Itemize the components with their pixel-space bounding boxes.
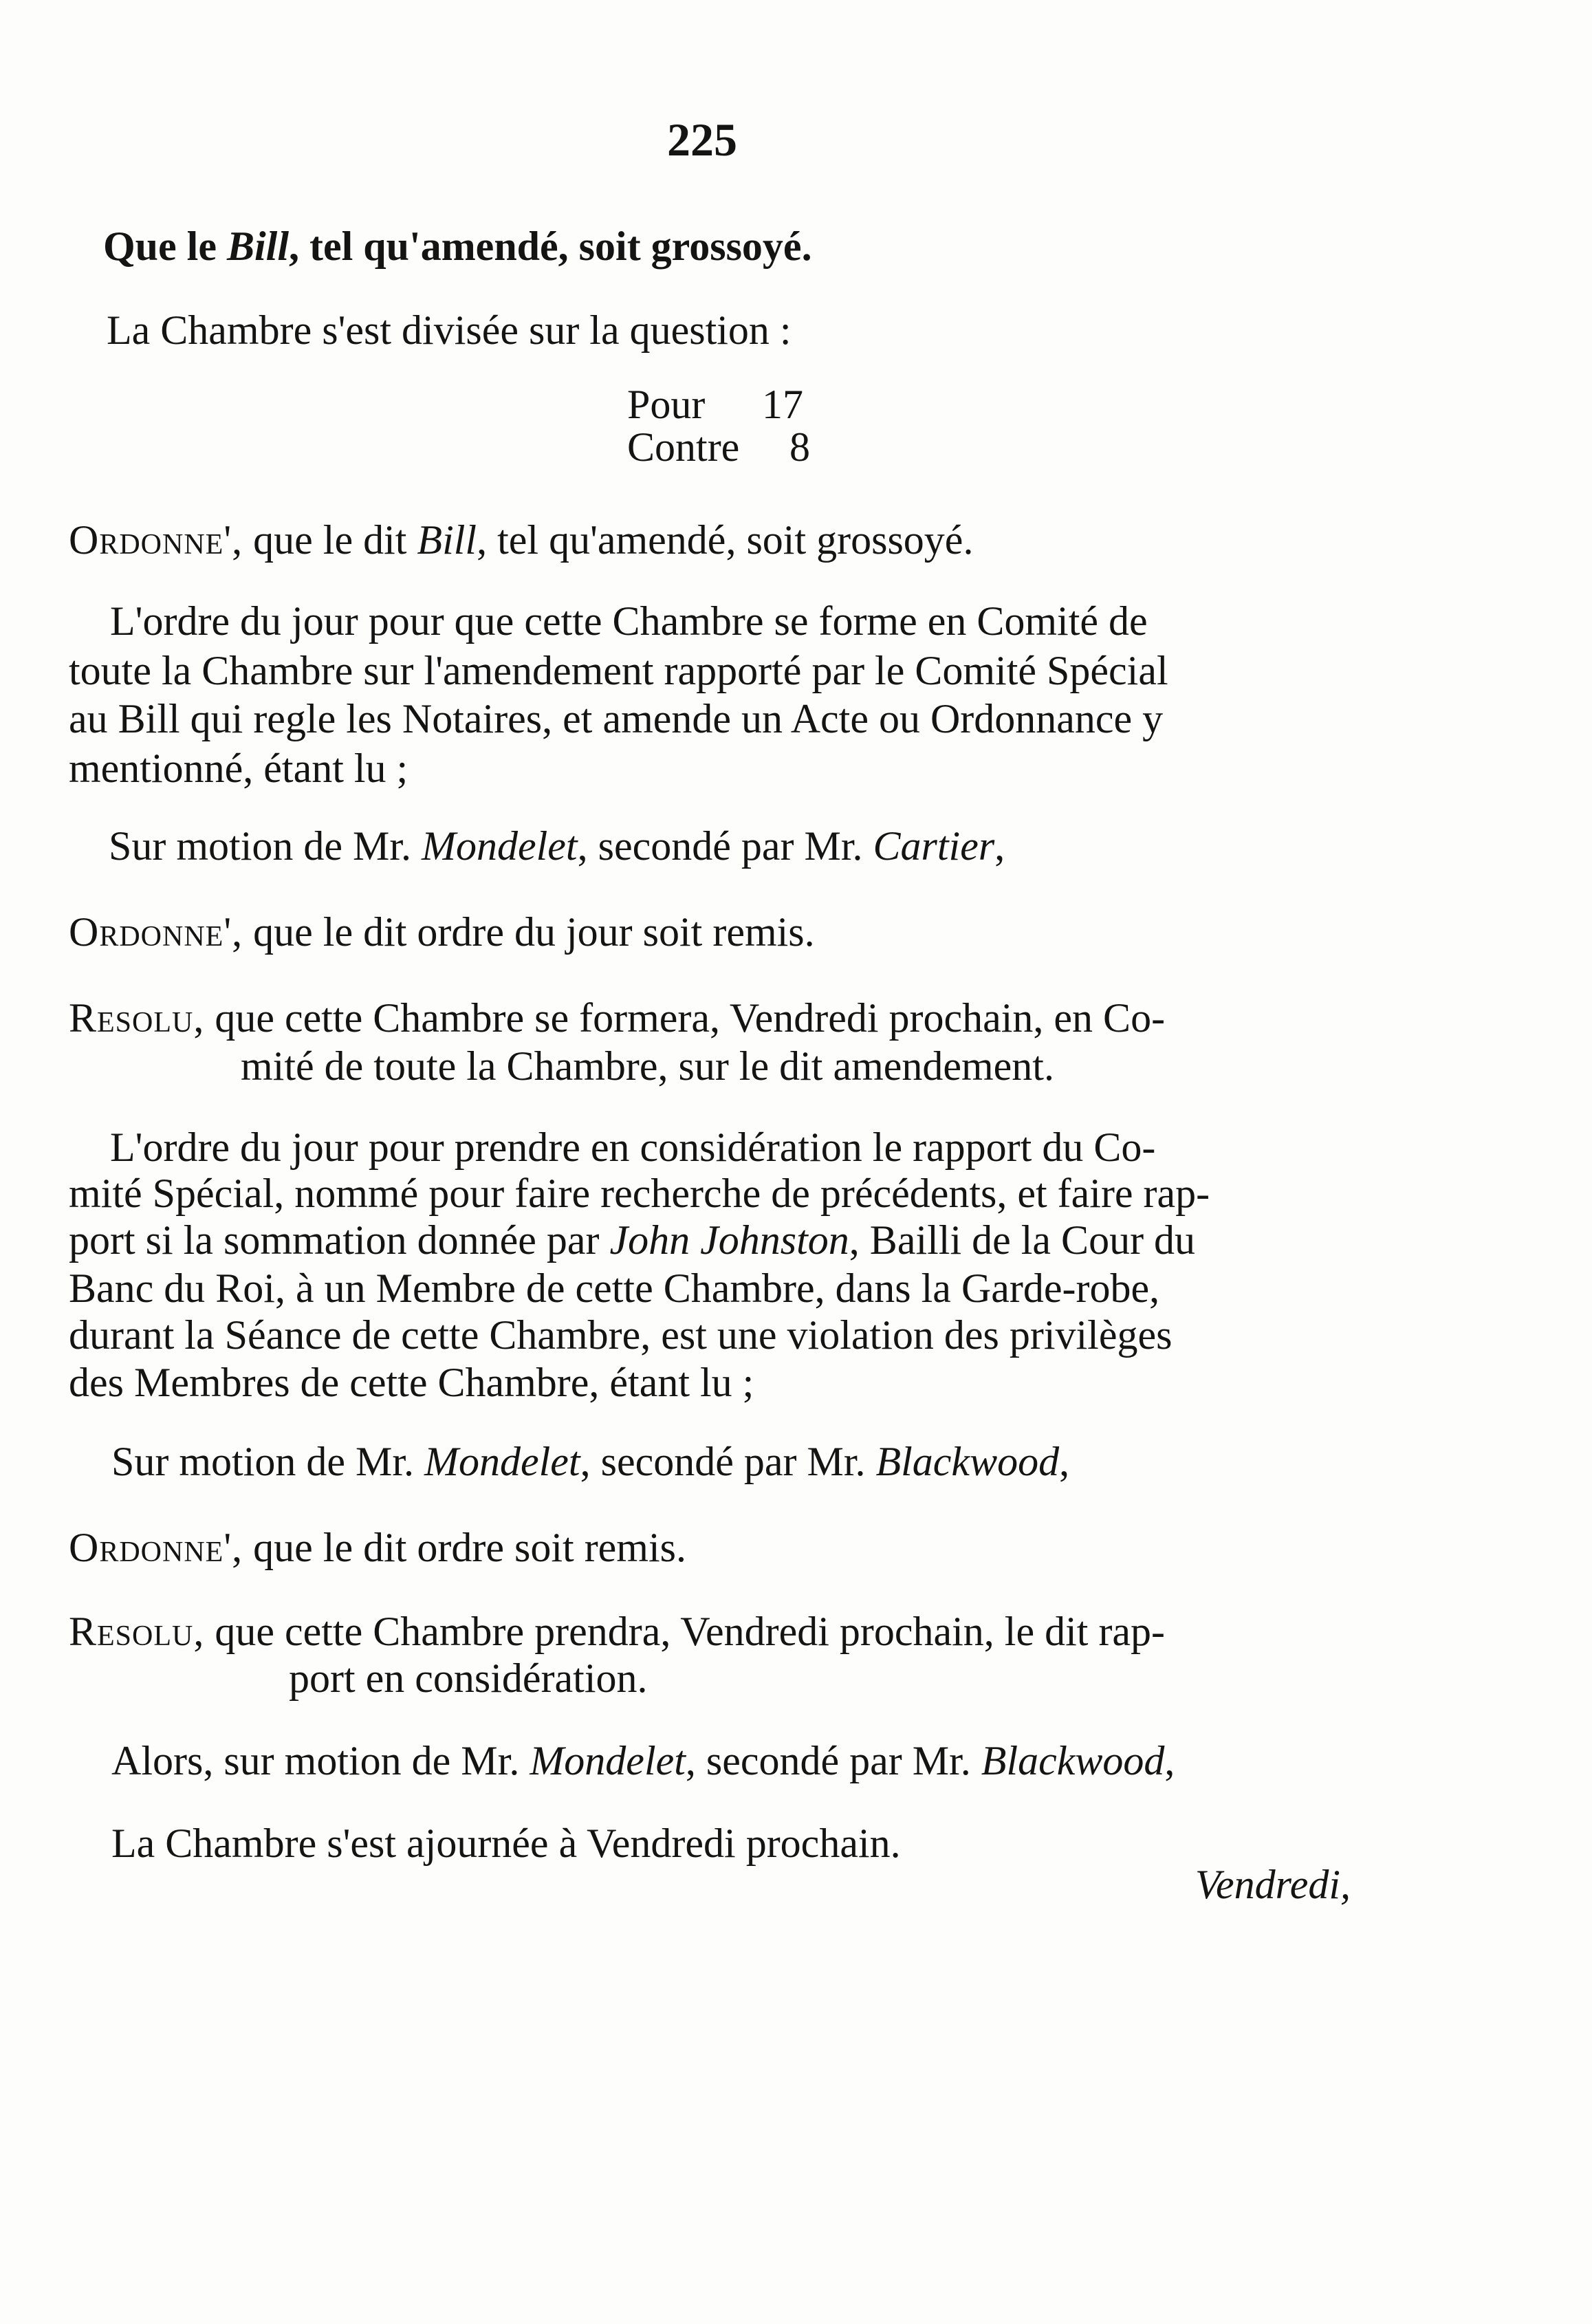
text-line: Banc du Roi, à un Membre de cette Chambre, dans la Garde-robe, <box>69 1266 1160 1311</box>
text-segment: port si la sommation donnée par <box>69 1217 610 1263</box>
vote-pour-count: 17 <box>762 382 803 427</box>
ordonne-line <box>69 1523 686 1572</box>
text-segment: Que le <box>103 224 227 269</box>
member-name: Mondelet <box>424 1439 580 1484</box>
italic-term: Bill <box>226 224 290 269</box>
member-name: Cartier <box>873 823 995 869</box>
text-segment: , Bailli de la Cour du <box>849 1217 1196 1263</box>
resolu-line <box>69 994 1165 1042</box>
motion-line <box>111 1437 1069 1486</box>
ordonne-label: Ordonne', <box>69 517 243 563</box>
member-name: Mondelet <box>422 823 578 869</box>
motion-line <box>111 1737 1175 1785</box>
ordonne-line <box>69 516 973 564</box>
resolu-label: Resolu, <box>69 1609 205 1654</box>
text-segment: Sur motion de Mr. <box>111 1439 425 1484</box>
text-line: L'ordre du jour pour prendre en considération le rapport du Co- <box>110 1125 1156 1170</box>
page-number: 225 <box>667 113 737 166</box>
text-line <box>69 1216 1195 1264</box>
text-line: mité de toute la Chambre, sur le dit amendement. <box>241 1043 1054 1089</box>
person-name: John Johnston <box>609 1217 849 1263</box>
text-segment: , tel qu'amendé, soit grossoyé. <box>289 224 812 269</box>
text-line: mité Spécial, nommé pour faire recherche de précédents, et faire rap- <box>69 1171 1210 1216</box>
text-segment: , secondé par Mr. <box>577 823 873 869</box>
text-segment: que cette Chambre prendra, Vendredi prochain, le dit rap- <box>204 1609 1166 1654</box>
member-name: Mondelet <box>530 1738 686 1783</box>
text-segment: , secondé par Mr. <box>685 1738 981 1783</box>
vote-pour-label: Pour <box>627 382 706 427</box>
italic-term: Bill <box>417 517 477 563</box>
ordonne-line <box>69 908 815 956</box>
text-line <box>103 222 812 270</box>
text-line: des Membres de cette Chambre, étant lu ; <box>69 1360 754 1405</box>
text-line: au Bill qui regle les Notaires, et amende un Acte ou Ordonnance y <box>69 696 1164 741</box>
resolu-line <box>69 1607 1165 1655</box>
vote-contre-label: Contre <box>627 424 740 470</box>
resolu-label: Resolu, <box>69 995 205 1041</box>
ordonne-label: Ordonne', <box>69 909 243 955</box>
text-segment: , <box>994 823 1005 869</box>
text-line: La Chambre s'est divisée sur la question : <box>107 307 792 353</box>
vote-contre-count: 8 <box>789 424 810 470</box>
text-segment: Sur motion de Mr. <box>109 823 422 869</box>
text-segment: , <box>1059 1439 1070 1484</box>
ordonne-label: Ordonne', <box>69 1525 243 1570</box>
member-name: Blackwood <box>875 1439 1060 1484</box>
text-segment: que cette Chambre se formera, Vendredi prochain, en Co- <box>204 995 1166 1041</box>
text-line: durant la Séance de cette Chambre, est une violation des privilèges <box>69 1312 1173 1358</box>
text-line: port en considération. <box>289 1655 648 1701</box>
text-segment: que le dit <box>243 517 417 563</box>
text-segment: Alors, sur motion de Mr. <box>111 1738 530 1783</box>
text-segment: , tel qu'amendé, soit grossoyé. <box>477 517 974 563</box>
text-line: L'ordre du jour pour que cette Chambre se forme en Comité de <box>110 598 1148 644</box>
text-segment: que le dit ordre soit remis. <box>243 1525 686 1570</box>
text-line: toute la Chambre sur l'amendement rapporté par le Comité Spécial <box>69 648 1168 693</box>
text-segment: , secondé par Mr. <box>580 1439 876 1484</box>
text-segment: , <box>1164 1738 1175 1783</box>
text-line: mentionné, étant lu ; <box>69 746 408 791</box>
catchword: Vendredi, <box>1195 1862 1351 1907</box>
motion-line <box>109 822 1005 870</box>
member-name: Blackwood <box>981 1738 1165 1783</box>
text-line: La Chambre s'est ajournée à Vendredi prochain. <box>111 1821 901 1866</box>
text-segment: que le dit ordre du jour soit remis. <box>243 909 815 955</box>
